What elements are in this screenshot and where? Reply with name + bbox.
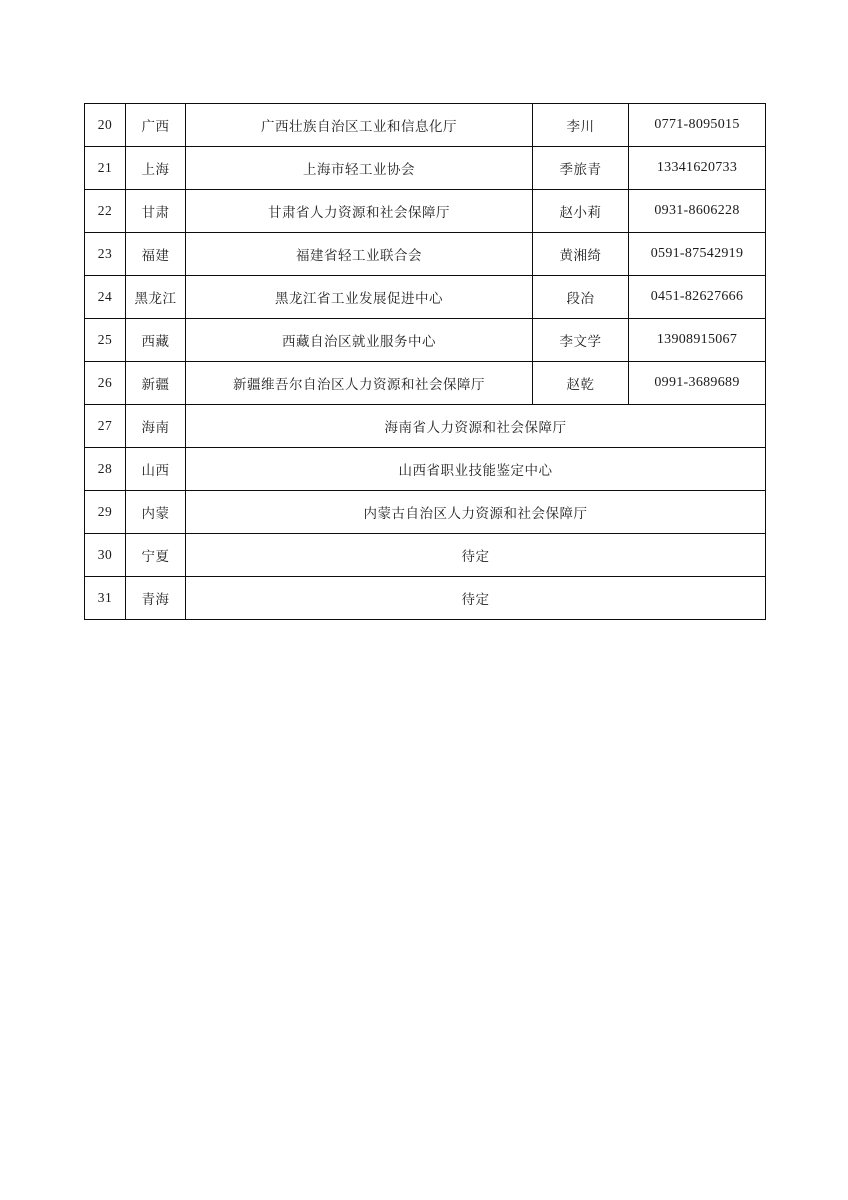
region-cell: 山西 — [126, 448, 186, 491]
table-row — [85, 405, 766, 448]
row-index-cell: 29 — [85, 491, 126, 534]
contact-table — [84, 103, 766, 620]
table-row — [85, 577, 766, 620]
contact-name-cell: 李文学 — [533, 319, 629, 362]
row-index-cell: 25 — [85, 319, 126, 362]
organization-cell: 待定 — [186, 534, 766, 577]
organization-cell: 新疆维吾尔自治区人力资源和社会保障厅 — [186, 362, 533, 405]
region-cell: 福建 — [126, 233, 186, 276]
row-index-cell: 30 — [85, 534, 126, 577]
table-row — [85, 190, 766, 233]
region-cell: 青海 — [126, 577, 186, 620]
phone-cell: 0991-3689689 — [629, 362, 766, 405]
region-cell: 西藏 — [126, 319, 186, 362]
phone-cell: 0931-8606228 — [629, 190, 766, 233]
table-row — [85, 233, 766, 276]
row-index-cell: 23 — [85, 233, 126, 276]
phone-cell: 13908915067 — [629, 319, 766, 362]
contact-name-cell: 赵小莉 — [533, 190, 629, 233]
row-index-cell: 21 — [85, 147, 126, 190]
contact-name-cell: 赵乾 — [533, 362, 629, 405]
phone-cell: 0771-8095015 — [629, 104, 766, 147]
region-cell: 新疆 — [126, 362, 186, 405]
table-row — [85, 534, 766, 577]
organization-cell: 待定 — [186, 577, 766, 620]
organization-cell: 上海市轻工业协会 — [186, 147, 533, 190]
contact-name-cell: 黄湘绮 — [533, 233, 629, 276]
row-index-cell: 20 — [85, 104, 126, 147]
table-body — [85, 104, 766, 620]
region-cell: 广西 — [126, 104, 186, 147]
organization-cell: 黑龙江省工业发展促进中心 — [186, 276, 533, 319]
organization-cell: 海南省人力资源和社会保障厅 — [186, 405, 766, 448]
row-index-cell: 26 — [85, 362, 126, 405]
table-row — [85, 491, 766, 534]
phone-cell: 0591-87542919 — [629, 233, 766, 276]
row-index-cell: 27 — [85, 405, 126, 448]
table-row — [85, 362, 766, 405]
phone-cell: 13341620733 — [629, 147, 766, 190]
organization-cell: 西藏自治区就业服务中心 — [186, 319, 533, 362]
contact-name-cell: 季旅青 — [533, 147, 629, 190]
region-cell: 宁夏 — [126, 534, 186, 577]
table-row — [85, 147, 766, 190]
row-index-cell: 24 — [85, 276, 126, 319]
table-row — [85, 319, 766, 362]
region-cell: 黑龙江 — [126, 276, 186, 319]
organization-cell: 甘肃省人力资源和社会保障厅 — [186, 190, 533, 233]
organization-cell: 福建省轻工业联合会 — [186, 233, 533, 276]
row-index-cell: 31 — [85, 577, 126, 620]
region-cell: 甘肃 — [126, 190, 186, 233]
table-row — [85, 448, 766, 491]
contact-name-cell: 段冶 — [533, 276, 629, 319]
region-cell: 上海 — [126, 147, 186, 190]
organization-cell: 广西壮族自治区工业和信息化厅 — [186, 104, 533, 147]
table-row — [85, 276, 766, 319]
contact-name-cell: 李川 — [533, 104, 629, 147]
table-row — [85, 104, 766, 147]
phone-cell: 0451-82627666 — [629, 276, 766, 319]
region-cell: 海南 — [126, 405, 186, 448]
organization-cell: 内蒙古自治区人力资源和社会保障厅 — [186, 491, 766, 534]
row-index-cell: 28 — [85, 448, 126, 491]
organization-cell: 山西省职业技能鉴定中心 — [186, 448, 766, 491]
row-index-cell: 22 — [85, 190, 126, 233]
region-cell: 内蒙 — [126, 491, 186, 534]
